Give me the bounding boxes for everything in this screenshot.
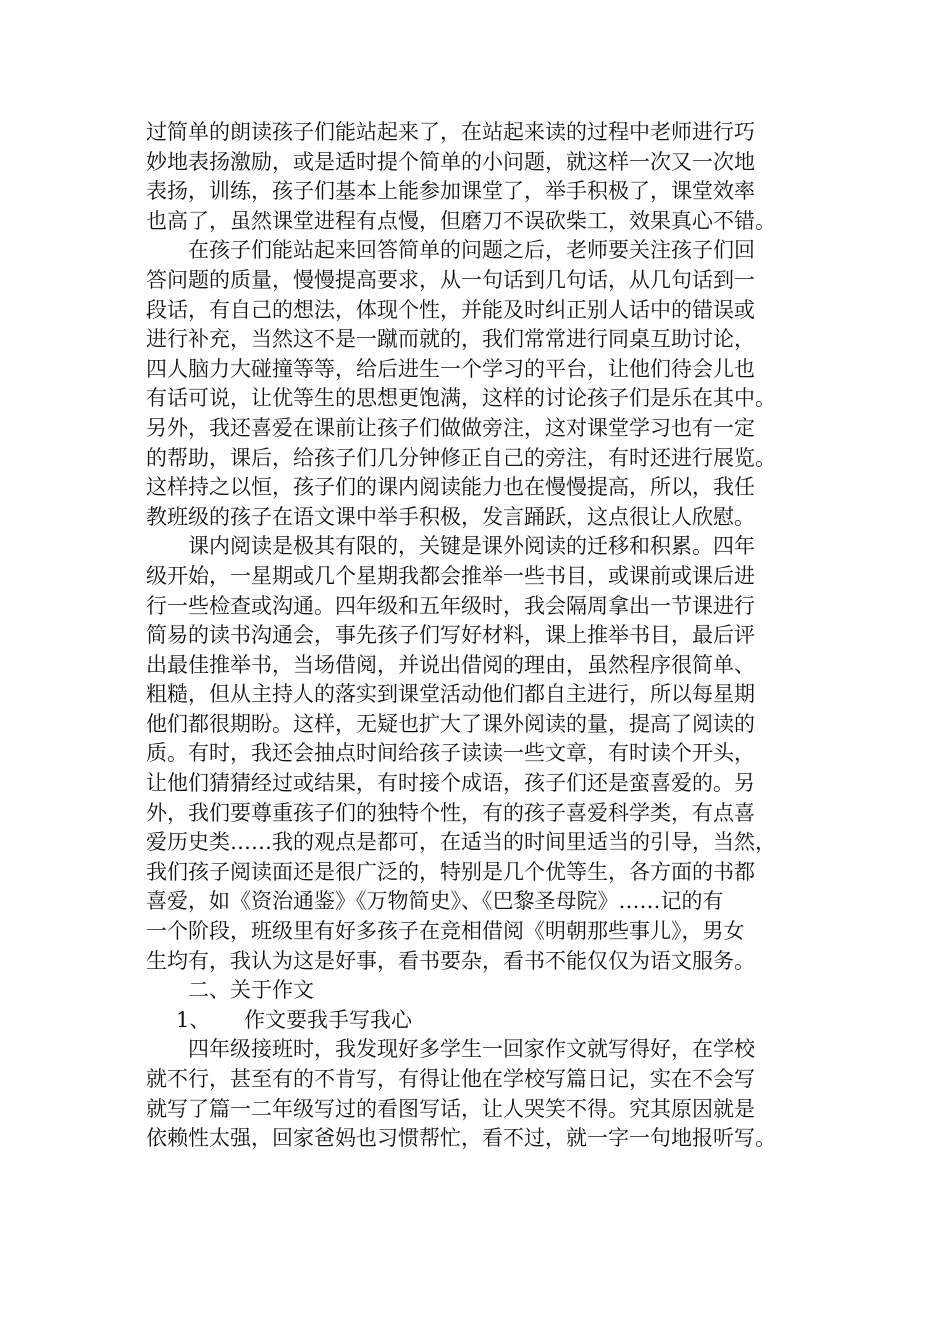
text-line: 有话可说，让优等生的思想更饱满，这样的讨论孩子们是乐在其中。 <box>146 386 776 411</box>
text-line: 他们都很期盼。这样，无疑也扩大了课外阅读的量，提高了阅读的 <box>146 711 755 736</box>
text-line: 生均有，我认为这是好事，看书要杂，看书不能仅仅为语文服务。 <box>146 948 755 973</box>
text-line: 出最佳推举书，当场借阅，并说出借阅的理由，虽然程序很简单、 <box>146 652 755 677</box>
text-line: 就写了篇一二年级写过的看图写话，让人哭笑不得。究其原因就是 <box>146 1096 755 1121</box>
paragraph-1 <box>146 118 836 236</box>
subsection-number: 1、 <box>176 1007 211 1032</box>
text-line: 依赖性太强，回家爸妈也习惯帮忙，看不过，就一字一句地报听写。 <box>146 1126 776 1151</box>
text-line: 过简单的朗读孩子们能站起来了，在站起来读的过程中老师进行巧 <box>146 120 755 144</box>
text-line: 妙地表扬激励，或是适时提个简单的小问题，就这样一次又一次地 <box>146 149 755 174</box>
text-line: 一个阶段，班级里有好多孩子在竞相借阅《明朝那些事儿》，男女 <box>146 919 745 944</box>
text-line: 进行补充，当然这不是一蹴而就的，我们常常进行同桌互助讨论， <box>146 327 755 352</box>
text-line: 爱历史类……我的观点是都可，在适当的时间里适当的引导，当然， <box>146 830 776 855</box>
paragraph-3 <box>146 532 836 976</box>
text-line: 行一些检查或沟通。四年级和五年级时，我会隔周拿出一节课进行 <box>146 593 755 618</box>
text-line: 我们孩子阅读面还是很广泛的，特别是几个优等生，各方面的书都 <box>146 859 755 884</box>
text-line: 质。有时，我还会抽点时间给孩子读读一些文章，有时读个开头， <box>146 741 755 766</box>
subsection-heading <box>146 1006 836 1036</box>
text-line: 答问题的质量，慢慢提高要求，从一句话到几句话，从几句话到一 <box>146 267 755 292</box>
text-line: 表扬，训练，孩子们基本上能参加课堂了，举手积极了，课堂效率 <box>146 179 755 204</box>
subsection-title: 作文要我手写我心 <box>244 1007 412 1032</box>
text-line: 喜爱，如《资治通鉴》《万物简史》、《巴黎圣母院》……记的有 <box>146 889 724 914</box>
text-line: 粗糙，但从主持人的落实到课堂活动他们都自主进行，所以每星期 <box>146 682 755 707</box>
text-line: 教班级的孩子在语文课中举手积极，发言踊跃，这点很让人欣慰。 <box>146 504 755 529</box>
text-line: 简易的读书沟通会，事先孩子们写好材料，课上推举书目，最后评 <box>146 623 755 648</box>
text-line: 级开始，一星期或几个星期我都会推举一些书目，或课前或课后进 <box>146 563 755 588</box>
text-line: 四人脑力大碰撞等等，给后进生一个学习的平台，让他们待会儿也 <box>146 356 755 381</box>
text-line: 在孩子们能站起来回答简单的问题之后，老师要关注孩子们回 <box>188 238 755 263</box>
text-line: 的帮助，课后，给孩子们几分钟修正自己的旁注，有时还进行展览。 <box>146 445 776 470</box>
text-line: 四年级接班时，我发现好多学生一回家作文就写得好，在学校 <box>188 1037 755 1062</box>
paragraph-2 <box>146 236 836 532</box>
text-line: 让他们猜猜经过或结果，有时接个成语，孩子们还是蛮喜爱的。另 <box>146 771 755 796</box>
text-line: 段话，有自己的想法，体现个性，并能及时纠正别人话中的错误或 <box>146 297 755 322</box>
text-line: 外，我们要尊重孩子们的独特个性，有的孩子喜爱科学类，有点喜 <box>146 800 755 825</box>
text-line: 也高了，虽然课堂进程有点慢，但磨刀不误砍柴工，效果真心不错。 <box>146 208 776 233</box>
text-line: 就不行，甚至有的不肯写，有得让他在学校写篇日记，实在不会写 <box>146 1067 755 1091</box>
section-heading: 二、关于作文 <box>188 978 314 1003</box>
text-line: 这样持之以恒，孩子们的课内阅读能力也在慢慢提高，所以，我任 <box>146 475 755 500</box>
document-body <box>146 118 836 1154</box>
text-line: 课内阅读是极其有限的，关键是课外阅读的迁移和积累。四年 <box>188 534 755 559</box>
paragraph-4 <box>146 1035 836 1153</box>
text-line: 另外，我还喜爱在课前让孩子们做做旁注，这对课堂学习也有一定 <box>146 415 755 440</box>
